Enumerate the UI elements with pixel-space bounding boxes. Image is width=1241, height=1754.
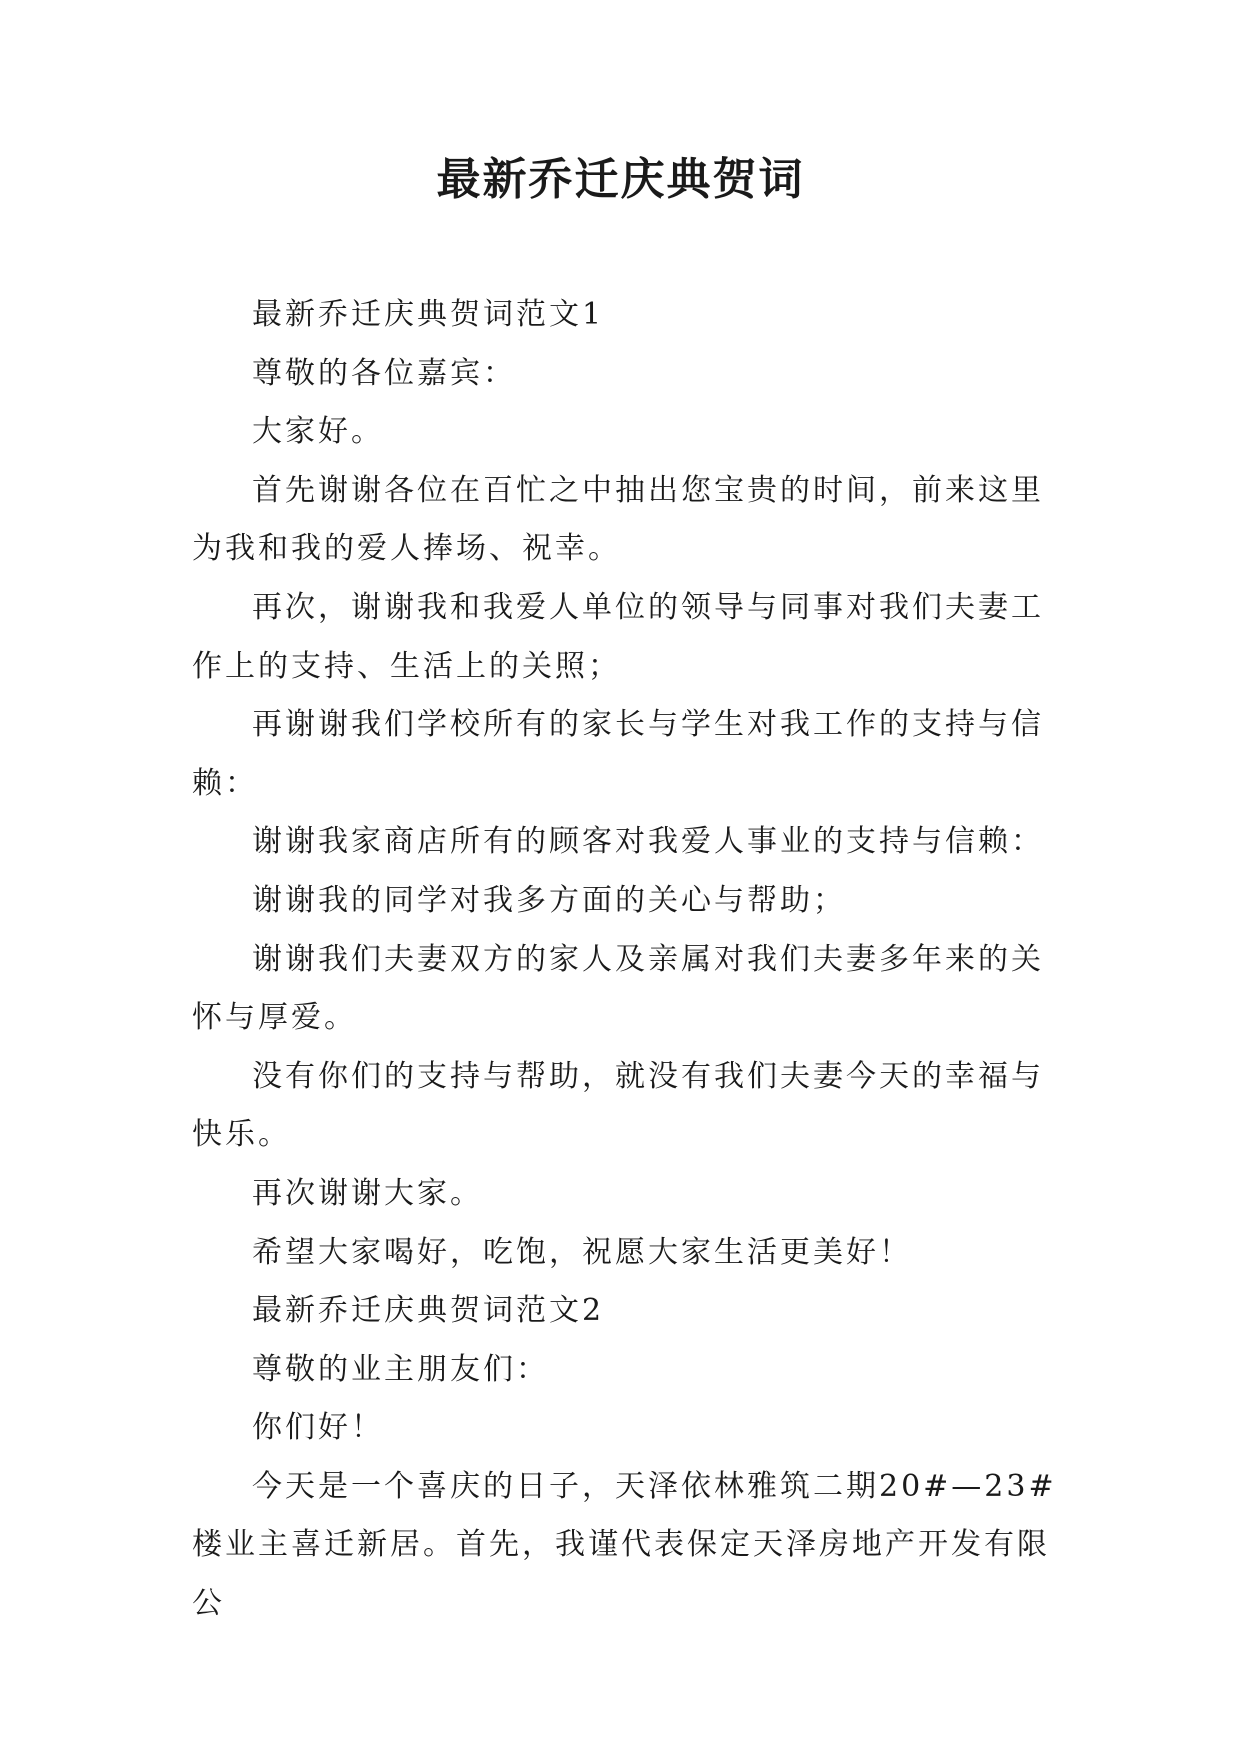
paragraph: 没有你们的支持与帮助，就没有我们夫妻今天的幸福与快乐。 [192,1058,1044,1153]
paragraph: 尊敬的各位嘉宾： [252,355,516,391]
paragraph: 再次谢谢大家。 [252,1175,483,1211]
paragraph: 谢谢我的同学对我多方面的关心与帮助； [252,882,846,918]
paragraph: 谢谢我们夫妻双方的家人及亲属对我们夫妻多年来的关怀与厚爱。 [192,941,1044,1036]
paragraph: 尊敬的业主朋友们： [252,1351,549,1387]
paragraph: 再谢谢我们学校所有的家长与学生对我工作的支持与信赖： [192,707,1044,801]
paragraph: 最新乔迁庆典贺词范文1 [252,297,605,332]
paragraph: 大家好。 [252,414,384,450]
paragraph: 谢谢我家商店所有的顾客对我爱人事业的支持与信赖： [252,824,1044,860]
paragraph: 希望大家喝好，吃饱，祝愿大家生活更美好！ [252,1234,912,1270]
paragraph: 再次，谢谢我和我爱人单位的领导与同事对我们夫妻工作上的支持、生活上的关照； [192,589,1044,684]
document-body [192,286,1062,1634]
paragraph: 今天是一个喜庆的日子，天泽依林雅筑二期20#—23#楼业主喜迁新居。首先，我谨代表保定天泽房地产开发有限公 [192,1468,1057,1622]
paragraph: 最新乔迁庆典贺词范文2 [252,1293,605,1329]
paragraph: 首先谢谢各位在百忙之中抽出您宝贵的时间，前来这里为我和我的爱人捧场、祝幸。 [192,472,1044,567]
paragraph: 你们好！ [252,1410,384,1446]
document-title: 最新乔迁庆典贺词 [436,154,805,205]
